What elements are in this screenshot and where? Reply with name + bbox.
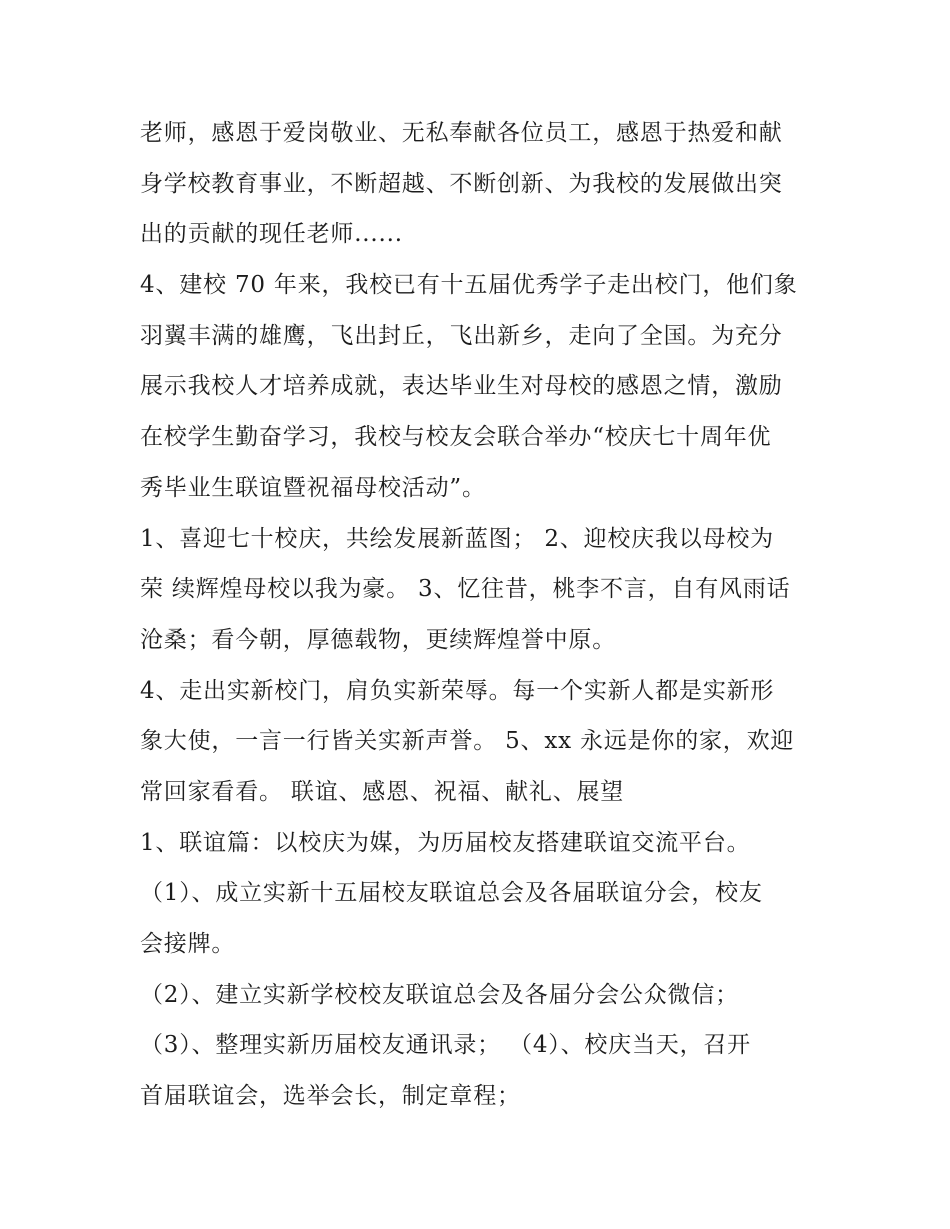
text-line: 首届联谊会，选举会长，制定章程； (140, 1083, 521, 1110)
text-line: （2）、建立实新学校校友联谊总会及各届分会公众微信； (140, 981, 739, 1008)
text-line: 荣 续辉煌母校以我为豪。 3、忆往昔，桃李不言，自有风雨话 (140, 576, 791, 603)
text-line: 1、喜迎七十校庆，共绘发展新蓝图； 2、迎校庆我以母校为 (140, 525, 774, 552)
text-line: 象大使，一言一行皆关实新声誉。 5、xx 永远是你的家，欢迎 (140, 728, 795, 755)
text-line: 身学校教育事业，不断超越、不断创新、为我校的发展做出突 (140, 170, 783, 197)
text-line: 4、走出实新校门，肩负实新荣辱。每一个实新人都是实新形 (140, 677, 775, 704)
text-line: （3）、整理实新历届校友通讯录； （4）、校庆当天，召开 (140, 1032, 751, 1059)
text-line: 4、建校 70 年来，我校已有十五届优秀学子走出校门，他们象 (140, 272, 798, 299)
text-line: 秀毕业生联谊暨祝福母校活动”。 (140, 474, 486, 501)
text-line: 老师，感恩于爱岗敬业、无私奉献各位员工，感恩于热爱和献 (140, 120, 783, 146)
text-line: 常回家看看。 联谊、感恩、祝福、献礼、展望 (140, 778, 625, 805)
text-line: 出的贡献的现任老师...... (140, 221, 403, 248)
body-text (140, 108, 820, 1122)
text-line: 沧桑；看今朝，厚德载物，更续辉煌誉中原。 (140, 626, 616, 653)
text-line: （1）、成立实新十五届校友联谊总会及各届联谊分会，校友 (140, 880, 763, 907)
text-line: 展示我校人才培养成就，表达毕业生对母校的感恩之情，激励 (140, 373, 783, 400)
text-line: 在校学生勤奋学习，我校与校友会联合举办“校庆七十周年优 (140, 424, 772, 451)
text-line: 羽翼丰满的雄鹰，飞出封丘，飞出新乡，走向了全国。为充分 (140, 322, 783, 349)
text-line: 1、联谊篇：以校庆为媒，为历届校友搭建联谊交流平台。 (140, 829, 751, 856)
text-line: 会接牌。 (140, 931, 236, 957)
